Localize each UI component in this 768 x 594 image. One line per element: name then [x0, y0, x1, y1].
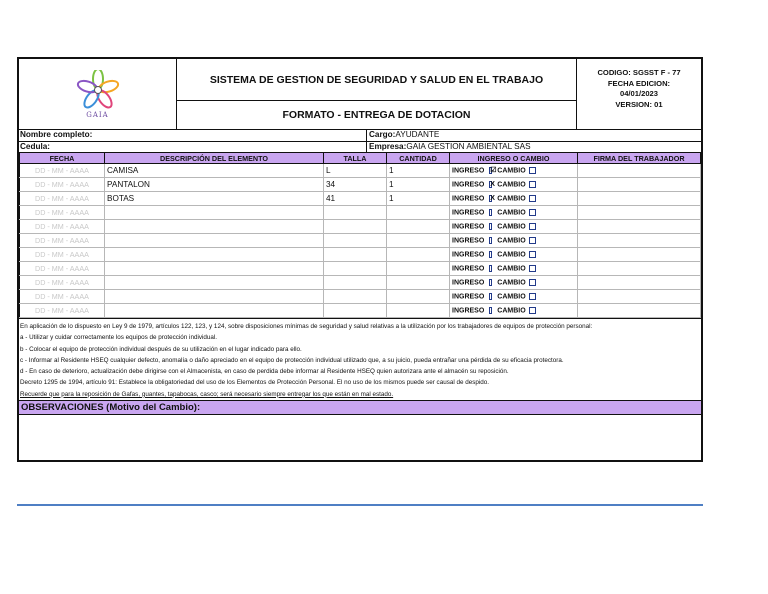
ingreso-label: INGRESO [452, 293, 485, 301]
table-row [20, 206, 701, 220]
form-sheet [17, 57, 703, 462]
firma-cell[interactable] [578, 262, 701, 276]
cantidad-cell[interactable]: 1 [387, 192, 450, 206]
note-line: Recuerde que para la reposición de Gafas, guantes, tapabocas, casco; será necesario siempre entregar los que están en mal estado. [20, 390, 394, 398]
cambio-label: CAMBIO [497, 181, 526, 189]
cargo-value: AYUDANTE [395, 130, 440, 139]
talla-cell[interactable] [324, 262, 387, 276]
fecha-cell[interactable]: DD - MM - AAAA [20, 248, 105, 262]
talla-cell[interactable] [324, 276, 387, 290]
table-row [20, 290, 701, 304]
ingreso-cambio-cell [450, 234, 578, 248]
document-codes [577, 59, 701, 129]
fecha-cell[interactable]: DD - MM - AAAA [20, 276, 105, 290]
edition-date: 04/01/2023 [619, 89, 658, 98]
column-header: INGRESO O CAMBIO [450, 153, 578, 164]
edition-label: FECHA EDICION: [607, 78, 671, 88]
ingreso-cambio-cell [450, 276, 578, 290]
descripcion-cell[interactable] [105, 290, 324, 304]
column-header: FECHA [20, 153, 105, 164]
talla-cell[interactable]: 34 [324, 178, 387, 192]
cantidad-cell[interactable] [387, 290, 450, 304]
table-row [20, 234, 701, 248]
version-label: VERSION: 01 [615, 99, 663, 109]
descripcion-cell[interactable] [105, 276, 324, 290]
firma-cell[interactable] [578, 234, 701, 248]
ingreso-label: INGRESO [452, 237, 485, 245]
talla-cell[interactable] [324, 206, 387, 220]
legal-notes [19, 318, 701, 400]
cantidad-cell[interactable]: 1 [387, 178, 450, 192]
descripcion-cell[interactable] [105, 220, 324, 234]
ingreso-checkbox[interactable]: ☑ [490, 166, 497, 174]
ingreso-label: INGRESO [452, 251, 485, 259]
table-row [20, 248, 701, 262]
fecha-cell[interactable]: DD - MM - AAAA [20, 206, 105, 220]
note-line: b - Colocar el equipo de protección individual después de su utilización en el lugar indicado para ello. [20, 345, 302, 353]
cargo-field[interactable] [367, 130, 701, 141]
cambio-checkbox[interactable] [529, 195, 536, 202]
fecha-cell[interactable]: DD - MM - AAAA [20, 290, 105, 304]
ingreso-checkbox[interactable] [489, 237, 492, 244]
note-line: d - En caso de deterioro, actualización debe dirigirse con el Almacenista, en caso de perdida debe informar al Residente HSEQ quien autorizara ante el almacén su reposición. [20, 368, 509, 376]
logo-text: GAIA [86, 110, 109, 119]
firma-cell[interactable] [578, 220, 701, 234]
note-line: a - Utilizar y cuidar correctamente los equipos de protección individual. [20, 334, 218, 342]
cambio-checkbox[interactable] [529, 265, 536, 272]
ingreso-checkbox[interactable] [489, 293, 492, 300]
title-block [177, 59, 577, 129]
talla-cell[interactable] [324, 290, 387, 304]
table-row [20, 220, 701, 234]
ingreso-label: INGRESO [452, 265, 485, 273]
cambio-label: CAMBIO [497, 167, 526, 175]
ingreso-label: INGRESO [452, 195, 485, 203]
ingreso-checkbox[interactable] [489, 251, 492, 258]
table-row [20, 192, 701, 206]
column-header: FIRMA DEL TRABAJADOR [578, 153, 701, 164]
firma-cell[interactable] [578, 178, 701, 192]
ingreso-cambio-cell [450, 220, 578, 234]
observaciones-label: OBSERVACIONES (Motivo del Cambio): [19, 400, 701, 415]
empresa-field[interactable] [367, 142, 701, 153]
firma-cell[interactable] [578, 164, 701, 178]
cambio-checkbox[interactable] [529, 167, 536, 174]
cambio-checkbox[interactable] [529, 209, 536, 216]
empresa-value: GAIA GESTION AMBIENTAL SAS [406, 141, 531, 151]
cambio-label: CAMBIO [497, 265, 526, 273]
cambio-checkbox[interactable] [529, 251, 536, 258]
cantidad-cell[interactable] [387, 206, 450, 220]
cedula-label: Cedula: [19, 142, 367, 153]
descripcion-cell[interactable] [105, 304, 324, 318]
talla-cell[interactable] [324, 234, 387, 248]
talla-cell[interactable]: 41 [324, 192, 387, 206]
table-row [20, 262, 701, 276]
fecha-cell[interactable]: DD - MM - AAAA [20, 192, 105, 206]
fecha-cell[interactable]: DD - MM - AAAA [20, 262, 105, 276]
cantidad-cell[interactable]: 1 [387, 164, 450, 178]
cambio-checkbox[interactable] [529, 307, 536, 314]
info-row-2 [19, 142, 701, 154]
table-row [20, 276, 701, 290]
ingreso-cambio-cell [450, 290, 578, 304]
ingreso-label: INGRESO [452, 223, 485, 231]
firma-cell[interactable] [578, 192, 701, 206]
table-row [20, 164, 701, 178]
ingreso-checkbox[interactable] [489, 223, 492, 230]
cambio-checkbox[interactable] [529, 181, 536, 188]
ingreso-checkbox[interactable] [489, 265, 492, 272]
descripcion-cell[interactable]: CAMISA [105, 164, 324, 178]
fecha-cell[interactable]: DD - MM - AAAA [20, 304, 105, 318]
descripcion-cell[interactable]: PANTALON [105, 178, 324, 192]
cantidad-cell[interactable] [387, 220, 450, 234]
firma-cell[interactable] [578, 290, 701, 304]
ingreso-checkbox[interactable] [489, 307, 492, 314]
descripcion-cell[interactable] [105, 206, 324, 220]
talla-cell[interactable] [324, 304, 387, 318]
descripcion-cell[interactable] [105, 234, 324, 248]
cargo-label: Cargo: [369, 130, 396, 139]
note-line: En aplicación de lo dispuesto en Ley 9 de 1979, artículos 122, 123, y 124, sobre disposiciones mínimas de seguridad y salud relativas a la utilización por los trabajadores de equipos de protección personal: [20, 323, 593, 330]
ingreso-checkbox[interactable] [489, 209, 492, 216]
note-line: Decreto 1295 de 1994, artículo 91: Establece la obligatoriedad del uso de los Elementos de Protección Personal. El no uso de los mismos puede ser causal de despido. [20, 379, 490, 387]
cambio-checkbox[interactable] [529, 237, 536, 244]
firma-cell[interactable] [578, 206, 701, 220]
fecha-cell[interactable]: DD - MM - AAAA [20, 220, 105, 234]
ingreso-cambio-cell [450, 248, 578, 262]
empresa-label: Empresa: [369, 141, 407, 151]
table-body [20, 164, 701, 318]
ingreso-label: INGRESO [452, 167, 485, 175]
cambio-label: CAMBIO [497, 209, 526, 217]
note-line: c - Informar al Residente HSEQ cualquier defecto, anomalía o daño apreciado en el equipo de protección individual utilizado que, a su juicio, pueda entrañar una pérdida de su eficacia protectora. [20, 356, 564, 364]
delivery-table [19, 153, 701, 318]
talla-cell[interactable]: L [324, 164, 387, 178]
cantidad-cell[interactable] [387, 234, 450, 248]
ingreso-cambio-cell [450, 192, 578, 206]
cambio-label: CAMBIO [497, 195, 526, 203]
ingreso-label: INGRESO [452, 209, 485, 217]
table-header-row [20, 153, 701, 164]
divider-line [17, 504, 703, 506]
fecha-cell[interactable]: DD - MM - AAAA [20, 178, 105, 192]
firma-cell[interactable] [578, 276, 701, 290]
cambio-label: CAMBIO [497, 251, 526, 259]
ingreso-checkbox[interactable]: X [490, 194, 495, 202]
cambio-checkbox[interactable] [529, 293, 536, 300]
system-title: SISTEMA DE GESTION DE SEGURIDAD Y SALUD EN EL TRABAJO [177, 59, 576, 101]
cambio-checkbox[interactable] [529, 279, 536, 286]
company-logo [19, 59, 177, 129]
cambio-label: CAMBIO [497, 293, 526, 301]
descripcion-cell[interactable] [105, 262, 324, 276]
ingreso-cambio-cell [450, 206, 578, 220]
cantidad-cell[interactable] [387, 276, 450, 290]
ingreso-cambio-cell [450, 262, 578, 276]
table-row [20, 304, 701, 318]
cambio-label: CAMBIO [497, 223, 526, 231]
ingreso-cambio-cell [450, 178, 578, 192]
cantidad-cell[interactable] [387, 304, 450, 318]
document-code: CODIGO: SGSST F - 77 [597, 68, 681, 77]
cambio-checkbox[interactable] [529, 223, 536, 230]
descripcion-cell[interactable] [105, 248, 324, 262]
ingreso-checkbox[interactable] [489, 279, 492, 286]
column-header: DESCRIPCIÓN DEL ELEMENTO [105, 153, 324, 164]
cantidad-cell[interactable] [387, 248, 450, 262]
talla-cell[interactable] [324, 220, 387, 234]
talla-cell[interactable] [324, 248, 387, 262]
form-header [19, 59, 701, 130]
ingreso-checkbox[interactable]: X [490, 180, 495, 188]
cambio-label: CAMBIO [497, 237, 526, 245]
firma-cell[interactable] [578, 248, 701, 262]
nombre-label: Nombre completo: [19, 130, 367, 141]
ingreso-label: INGRESO [452, 181, 485, 189]
firma-cell[interactable] [578, 304, 701, 318]
column-header: TALLA [324, 153, 387, 164]
ingreso-label: INGRESO [452, 307, 485, 315]
format-title: FORMATO - ENTREGA DE DOTACION [282, 109, 471, 121]
ingreso-label: INGRESO [452, 279, 485, 287]
ingreso-cambio-cell [450, 304, 578, 318]
fecha-cell[interactable]: DD - MM - AAAA [20, 234, 105, 248]
cambio-label: CAMBIO [497, 307, 526, 315]
descripcion-cell[interactable]: BOTAS [105, 192, 324, 206]
observaciones-field[interactable] [19, 415, 701, 460]
table-row [20, 178, 701, 192]
cantidad-cell[interactable] [387, 262, 450, 276]
cambio-label: CAMBIO [497, 279, 526, 287]
gaia-flower-icon [75, 70, 121, 110]
info-row-1 [19, 130, 701, 142]
ingreso-cambio-cell [450, 164, 578, 178]
column-header: CANTIDAD [387, 153, 450, 164]
fecha-cell[interactable]: DD - MM - AAAA [20, 164, 105, 178]
